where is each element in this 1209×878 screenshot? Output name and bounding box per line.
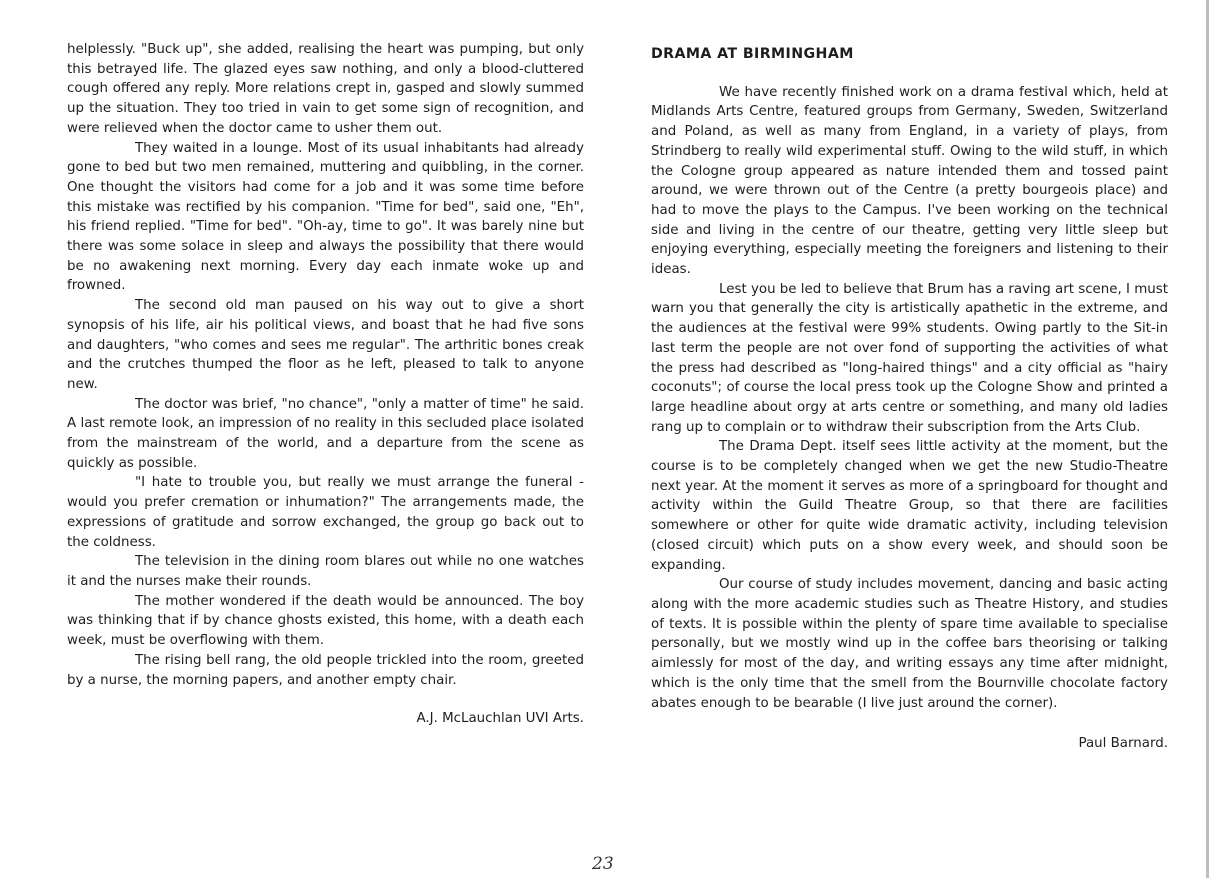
paragraph: The doctor was brief, "no chance", "only a matter of time" he said. A last remote look, an impression of no reality in this secluded place isolated from the mainstream of the world, and a departure from the scene as quickly as possible. bbox=[67, 396, 584, 471]
author-signature: A.J. McLauchlan UVI Arts. bbox=[416, 711, 584, 727]
paragraph: The second old man paused on his way out to give a short synopsis of his life, air his political views, and boast that he had five sons and daughters, "who comes and sees me regular". The arthritic bones creak and the crutches thumped the floor as he left, pleased to talk to anyone new. bbox=[67, 298, 584, 392]
left-column bbox=[67, 40, 584, 729]
page-number: 23 bbox=[592, 854, 614, 874]
right-column bbox=[651, 40, 1168, 754]
author-signature: Paul Barnard. bbox=[1078, 736, 1168, 752]
paragraph: helplessly. "Buck up", she added, realising the heart was pumping, but only this betrayed life. The glazed eyes saw nothing, and only a blood-cluttered cough offered any reply. More relations crept in, gasped and slowly summed up the situation. They too tried in vain to get some sign of recognition, and were relieved when the doctor came to usher them out. bbox=[67, 42, 584, 136]
paragraph: They waited in a lounge. Most of its usual inhabitants had already gone to bed but two men remained, muttering and quibbling, in the corner. One thought the visitors had come for a job and it was some time before this mistake was rectified by his companion. "Time for bed", said one, "Eh", his friend replied. "Time for bed". "Oh-ay, time to go". It was barely nine but there was some solace in sleep and always the possibility that there would be no awakening next morning. Every day each inmate woke up and frowned. bbox=[67, 140, 584, 294]
paragraph: The rising bell rang, the old people trickled into the room, greeted by a nurse, the morning papers, and another empty chair. bbox=[67, 652, 584, 688]
paragraph: Lest you be led to believe that Brum has a raving art scene, I must warn you that generally the city is artistically apathetic in the extreme, and the audiences at the festival were 99% students. Owing partly to the Sit-in last term the people are not over fond of supporting the activities of what the press had described as "long-haired things" and a city official as "hairy coconuts"; of course the local press took up the Cologne Show and printed a large headline about orgy at arts centre or something, and many old ladies rang up to complain or to withdraw their subscription from the Arts Club. bbox=[651, 281, 1168, 435]
paragraph: The Drama Dept. itself sees little activity at the moment, but the course is to be completely changed when we get the new Studio-Theatre next year. At the moment it serves as more of a springboard for thought and activity within the Guild Theatre Group, so that there are facilities somewhere or other for quite wide dramatic activity, including television (closed circuit) which puts on a show every week, and should soon be expanding. bbox=[651, 439, 1168, 573]
article-title: DRAMA AT BIRMINGHAM bbox=[651, 46, 854, 62]
paragraph: We have recently finished work on a drama festival which, held at Midlands Arts Centre, featured groups from Germany, Sweden, Switzerland and Poland, as well as many from England, in a variety of plays, from Strindberg to really wild experimental stuff. Owing to the wild stuff, in which the Cologne group appeared as nature intended them and tossed paint around, we were thrown out of the Centre (a pretty bourgeois place) and had to move the plays to the Campus. I've been working on the technical side and living in the centre of our theatre, getting very little sleep but enjoying everything, especially meeting the foreigners and listening to their ideas. bbox=[651, 84, 1168, 278]
paragraph: The television in the dining room blares out while no one watches it and the nurses make their rounds. bbox=[67, 554, 584, 589]
paragraph: The mother wondered if the death would be announced. The boy was thinking that if by chance ghosts existed, this home, with a death each week, must be overflowing with them. bbox=[67, 593, 584, 649]
paragraph: "I hate to trouble you, but really we must arrange the funeral - would you prefer cremation or inhumation?" The arrangements made, the expressions of gratitude and sorrow exchanged, the group go back out to the coldness. bbox=[67, 475, 584, 550]
paragraph: Our course of study includes movement, dancing and basic acting along with the more academic studies such as Theatre History, and studies of texts. It is possible within the plenty of spare time available to specialise personally, but we mostly wind up in the coffee bars theorising or talking aimlessly for most of the day, and writing essays any time after midnight, which is the only time that the smell from the Bournville chocolate factory abates enough to be bearable (I live just around the corner). bbox=[651, 577, 1168, 711]
